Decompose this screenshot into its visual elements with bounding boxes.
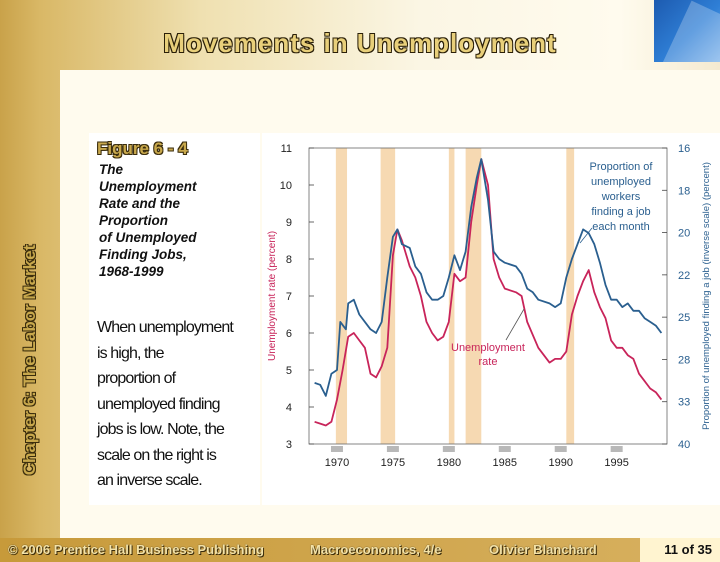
right-axis-label: Proportion of unemployed finding a job (inverse scale) (percent) — [701, 162, 712, 430]
right-tick-label: 18 — [678, 185, 691, 198]
x-axis-tick-mark — [331, 446, 343, 452]
chart-container — [262, 133, 720, 505]
unemployment-annotation-pointer — [506, 309, 524, 340]
text-column — [89, 133, 260, 505]
footer-book: Macroeconomics, 4/e — [310, 542, 442, 557]
side-title-text: Chapter 6: The Labor Market — [20, 244, 39, 476]
explanation-line: is high, the — [97, 344, 164, 362]
left-tick-label: 6 — [285, 328, 292, 340]
x-tick-label: 1985 — [492, 457, 518, 469]
right-tick-label: 20 — [678, 227, 691, 240]
left-tick-label: 10 — [279, 180, 292, 192]
explanation-line: jobs is low. Note, the — [97, 421, 224, 438]
right-tick-label: 22 — [678, 269, 691, 282]
x-axis-tick-mark — [611, 446, 623, 452]
figure-caption — [99, 161, 259, 280]
unemployment-chart — [262, 133, 720, 505]
x-tick-label: 1970 — [324, 457, 350, 469]
left-tick-label: 7 — [285, 291, 292, 303]
x-axis-tick-mark — [555, 446, 567, 452]
explanation-line: an inverse scale. — [97, 472, 202, 489]
caption-line: Rate and the — [99, 196, 181, 211]
x-axis-tick-mark — [499, 446, 511, 452]
job-finding-annotation-line: Proportion of — [589, 161, 653, 173]
left-tick-label: 3 — [285, 439, 292, 451]
left-axis-label: Unemployment rate (percent) — [267, 230, 278, 362]
right-tick-label: 25 — [678, 312, 691, 325]
figure-label: Figure 6 - 4 — [97, 139, 188, 158]
caption-line: of Unemployed — [99, 230, 197, 245]
footer-bar — [0, 538, 720, 562]
footer-author: Olivier Blanchard — [489, 542, 597, 557]
left-tick-label: 11 — [280, 143, 292, 155]
left-tick-label: 5 — [285, 365, 292, 377]
x-tick-label: 1995 — [604, 457, 629, 469]
left-tick-label: 4 — [285, 402, 292, 414]
left-tick-label: 8 — [285, 254, 292, 266]
x-axis-tick-mark — [443, 446, 455, 452]
x-tick-label: 1990 — [548, 457, 573, 469]
slide-number: 11 of 35 — [664, 542, 712, 557]
left-tick-label: 9 — [285, 217, 292, 229]
footer-copyright: © 2006 Prentice Hall Business Publishing — [8, 542, 264, 557]
caption-line: 1968-1999 — [99, 264, 164, 279]
right-tick-label: 40 — [678, 439, 691, 451]
explanation-line: proportion of — [97, 370, 176, 387]
explanation-text — [97, 315, 259, 494]
right-tick-label: 16 — [678, 143, 691, 155]
caption-line: Finding Jobs, — [99, 247, 187, 262]
explanation-line: unemployed finding — [97, 395, 220, 413]
caption-line: Unemployment — [99, 179, 197, 194]
caption-line: Proportion — [99, 213, 168, 228]
caption-line: The — [99, 162, 124, 177]
explanation-line: When unemployment — [97, 319, 233, 336]
job-finding-annotation-line: workers — [601, 191, 641, 203]
x-tick-label: 1980 — [436, 457, 462, 469]
recession-band — [381, 148, 396, 444]
x-axis-tick-mark — [387, 446, 399, 452]
unemployment-annotation-line: rate — [478, 356, 498, 368]
x-tick-label: 1975 — [380, 457, 406, 469]
unemployment-annotation-line: Unemployment — [451, 342, 525, 354]
side-title — [10, 210, 50, 510]
right-tick-label: 33 — [678, 396, 691, 409]
job-finding-annotation-line: each month — [592, 221, 650, 233]
job-finding-annotation-line: finding a job — [591, 206, 651, 218]
slide-number-box — [640, 538, 720, 562]
explanation-line: scale on the right is — [97, 446, 216, 464]
job-finding-annotation-line: unemployed — [591, 176, 651, 188]
slide-title: Movements in Unemployment — [163, 28, 557, 58]
recession-band — [566, 148, 574, 444]
right-tick-label: 28 — [678, 354, 691, 367]
